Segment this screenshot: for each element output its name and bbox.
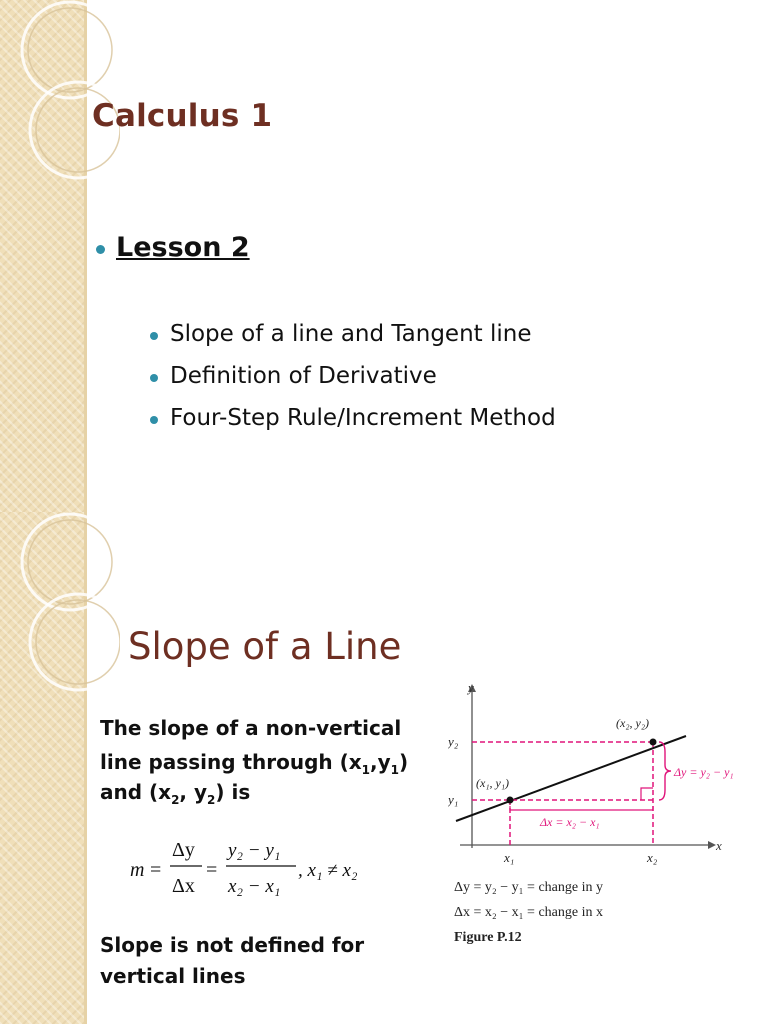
- formula-equals: =: [150, 859, 162, 881]
- note-line-2: vertical lines: [100, 964, 246, 988]
- slope-formula: [130, 832, 380, 902]
- slide-2: [0, 512, 768, 1024]
- definition-line-1: The slope of a non-vertical: [100, 716, 402, 740]
- point-2: [650, 739, 657, 746]
- formula-m: m: [130, 859, 145, 881]
- lesson-heading: Lesson 2: [116, 232, 250, 263]
- formula-denominator: x₂ − x₁: [228, 876, 281, 897]
- definition-line-3: and ($x_2$, $y_2$) is: [100, 780, 251, 807]
- bullet-icon: [96, 245, 105, 254]
- slide-title: Calculus 1: [92, 98, 273, 134]
- caption-dy: Δy = y₂ − y₁ = change in y: [454, 880, 603, 895]
- slope-figure: [448, 680, 748, 950]
- right-angle-marker: [641, 788, 653, 800]
- definition-line-2: line passing through $(x_1,y_1)$: [100, 750, 409, 777]
- formula-delta-x: Δx: [172, 875, 195, 897]
- formula-numerator: y₂ − y₁: [228, 840, 281, 861]
- topic-item: Definition of Derivative: [170, 363, 437, 389]
- dx-label: Δx = x₂ − x₁: [540, 815, 600, 829]
- topic-item: Four-Step Rule/Increment Method: [170, 405, 556, 431]
- topic-item: Slope of a line and Tangent line: [170, 321, 532, 347]
- bullet-icon: [150, 416, 158, 424]
- dy-brace: [659, 742, 671, 800]
- formula-condition: , x₁ ≠ x₂: [298, 860, 358, 881]
- formula-equals-2: =: [206, 859, 218, 881]
- point-1-label: (x₁, y₁): [476, 776, 509, 790]
- point-1: [507, 797, 514, 804]
- decorative-rings: [0, 512, 120, 712]
- bullet-icon: [150, 374, 158, 382]
- caption-dx: Δx = x₂ − x₁ = change in x: [454, 905, 603, 920]
- slide-title: Slope of a Line: [128, 625, 402, 668]
- x-axis-label: x: [716, 838, 722, 853]
- y2-tick-label: y₂: [448, 734, 459, 749]
- dx-bracket: [510, 806, 653, 810]
- x2-tick-label: x₂: [647, 850, 658, 865]
- dy-label: Δy = y₂ − y₁: [674, 765, 734, 779]
- y-axis-label: y: [468, 680, 474, 695]
- x1-tick-label: x₁: [504, 850, 515, 865]
- x-axis-arrow: [708, 841, 716, 849]
- note-line-1: Slope is not defined for: [100, 933, 365, 957]
- formula-delta-y: Δy: [172, 839, 195, 861]
- bullet-icon: [150, 332, 158, 340]
- y1-tick-label: y₁: [448, 792, 459, 807]
- figure-label: Figure P.12: [454, 930, 522, 945]
- point-2-label: (x₂, y₂): [616, 716, 649, 730]
